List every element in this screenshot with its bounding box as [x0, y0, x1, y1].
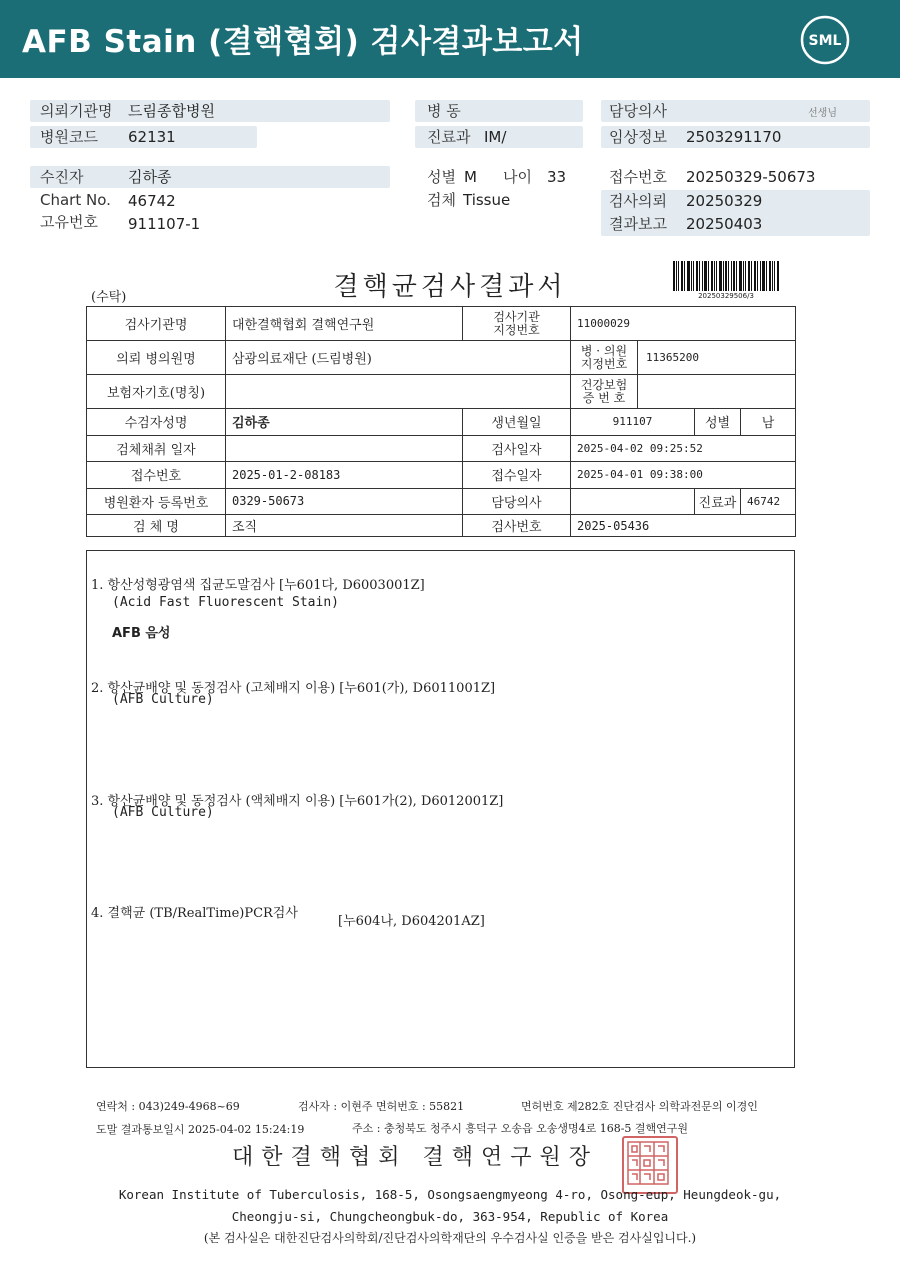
footer-org-name: 대한결핵협회 결핵연구원장 — [232, 1145, 599, 1170]
sex-value-cell: 남 — [741, 409, 796, 436]
dept-label: 진료과 — [427, 128, 471, 146]
clinical-label: 임상정보 — [609, 128, 667, 146]
test-item-2-title: 2. 항산균배양 및 동정검사 (고체배지 이용) [누601(가), D6011001Z] — [91, 681, 496, 696]
receipt-label: 접수번호 — [609, 168, 667, 186]
acc-label: 접수번호 — [87, 462, 226, 489]
testno-label: 검사번호 — [463, 515, 571, 537]
inst-label: 검사기관명 — [87, 307, 226, 341]
table-row — [87, 462, 796, 489]
regno-value: 0329-50673 — [226, 488, 463, 515]
health-cell — [571, 375, 796, 409]
doctor-label: 담당의사 — [609, 102, 667, 120]
birth-value: 911107 — [571, 409, 695, 436]
regno-label: 병원환자 등록번호 — [87, 488, 226, 515]
official-seal-icon — [622, 1136, 678, 1194]
footer-examiner: 검사자 : 이현주 면허번호 : 55821 — [298, 1100, 465, 1113]
document-title: 결핵균검사결과서 — [333, 272, 567, 302]
hosp-no-label: 병 · 의원 지정번호 — [571, 341, 638, 374]
sml-logo-icon — [800, 15, 850, 65]
test-item-3-sub: (AFB Culture) — [112, 805, 214, 820]
health-label: 건강보험 증 번 호 — [571, 375, 638, 408]
chart-value: 46742 — [128, 192, 176, 210]
test-item-4-title: 4. 결핵균 (TB/RealTime)PCR검사 — [91, 906, 298, 921]
hospcode-value: 62131 — [128, 128, 176, 146]
patient-label: 수진자 — [40, 168, 84, 186]
logo-text: SML — [808, 33, 842, 49]
dept-value: IM/ — [484, 128, 507, 146]
age-label: 나이 — [503, 168, 532, 186]
test-item-1-sub: (Acid Fast Fluorescent Stain) — [112, 595, 339, 610]
receipt-value: 20250329-50673 — [686, 168, 816, 186]
report-title: AFB Stain (결핵협회) 검사결과보고서 — [22, 24, 584, 60]
dept-value-cell: 46742 — [741, 488, 796, 515]
table-row — [87, 307, 796, 341]
test-item-4-code: [누604나, D604201AZ] — [338, 914, 485, 929]
birth-label: 생년월일 — [463, 409, 571, 436]
acc-value: 2025-01-2-08183 — [226, 462, 463, 489]
header-bar — [0, 0, 900, 78]
hosp-no-value: 11365200 — [646, 351, 699, 364]
name-label: 수검자성명 — [87, 409, 226, 436]
footer-english-address-2: Cheongju-si, Chungcheongbuk-do, 363-954, Republic of Korea — [231, 1209, 669, 1224]
testno-value: 2025-05436 — [571, 515, 796, 537]
insured-value — [226, 375, 571, 409]
inst-value: 대한결핵협회 결핵연구원 — [226, 307, 463, 341]
spec-label: 검 체 명 — [87, 515, 226, 537]
sex-label: 성별 — [427, 168, 456, 186]
hospcode-label: 병원코드 — [40, 128, 98, 146]
footer-license: 면허번호 제282호 진단검사 의학과전문의 이경인 — [521, 1100, 758, 1113]
name-value: 김하종 — [226, 409, 463, 436]
doc-value — [571, 488, 695, 515]
specimen-label: 검체 — [427, 191, 456, 209]
request-value: 20250329 — [686, 192, 763, 210]
collect-value — [226, 435, 463, 462]
org-value: 드림종합병원 — [128, 102, 215, 120]
consignment-label: (수탁) — [91, 290, 127, 305]
inst-no-label: 검사기관 지정번호 — [463, 307, 571, 341]
spec-value: 조직 — [226, 515, 463, 537]
table-row — [87, 515, 796, 537]
hosp-label: 의뢰 병의원명 — [87, 341, 226, 375]
testdate-label: 검사일자 — [463, 435, 571, 462]
footer-address: 주소 : 충청북도 청주시 흥덕구 오송읍 오송생명4로 168-5 결핵연구원 — [352, 1122, 689, 1135]
doctor-value: 선생님 — [808, 108, 837, 119]
barcode-number: 20250329506/3 — [698, 292, 754, 300]
org-label: 의뢰기관명 — [40, 102, 113, 120]
footer-contact: 연락처 : 043)249-4968~69 — [96, 1100, 240, 1113]
hosp-no-cell — [571, 341, 796, 375]
sex-value: M — [464, 168, 477, 186]
doc-label: 담당의사 — [463, 488, 571, 515]
footer-certification: (본 검사실은 대한진단검사의학회/진단검사의학재단의 우수검사실 인증을 받은 검사실입니다.) — [203, 1231, 697, 1245]
table-row — [87, 341, 796, 375]
footer-notice: 도말 결과통보일시 2025-04-02 15:24:19 — [96, 1123, 305, 1136]
inst-no-value: 11000029 — [571, 307, 796, 341]
dept-label-cell: 진료과 — [695, 488, 741, 515]
testdate-value: 2025-04-02 09:25:52 — [571, 435, 796, 462]
specimen-value: Tissue — [463, 191, 511, 209]
request-label: 검사의뢰 — [609, 192, 667, 210]
chart-label: Chart No. — [40, 191, 111, 209]
result-report-label: 결과보고 — [609, 215, 667, 233]
clinical-value: 2503291170 — [686, 128, 782, 146]
ward-label: 병 동 — [427, 102, 461, 120]
test-item-1-result: AFB 음성 — [112, 626, 171, 641]
table-row — [87, 409, 796, 436]
report-info-table — [86, 306, 796, 537]
result-report-value: 20250403 — [686, 215, 763, 233]
patient-bar — [30, 166, 390, 188]
uid-label: 고유번호 — [40, 213, 98, 231]
sex-label-cell: 성별 — [695, 409, 741, 436]
footer-english-address-1: Korean Institute of Tuberculosis, 168-5, Osongsaengmyeong 4-ro, Osong-eup, Heungdeok-gu, — [118, 1187, 782, 1202]
hosp-value: 삼광의료재단 (드림병원) — [226, 341, 571, 375]
collect-label: 검체채취 일자 — [87, 435, 226, 462]
test-item-3-title: 3. 항산균배양 및 동정검사 (액체배지 이용) [누601가(2), D6012001Z] — [91, 794, 504, 809]
insured-label: 보험자기호(명칭) — [87, 375, 226, 409]
test-item-2-sub: (AFB Culture) — [112, 692, 214, 707]
barcode-icon — [673, 261, 779, 291]
age-value: 33 — [547, 168, 567, 186]
table-row — [87, 435, 796, 462]
patient-value: 김하종 — [128, 168, 172, 186]
test-item-1-title: 1. 항산성형광염색 집균도말검사 [누601다, D6003001Z] — [91, 578, 425, 593]
uid-value: 911107-1 — [128, 215, 201, 233]
accdate-value: 2025-04-01 09:38:00 — [571, 462, 796, 489]
table-row — [87, 375, 796, 409]
table-row — [87, 488, 796, 515]
accdate-label: 접수일자 — [463, 462, 571, 489]
